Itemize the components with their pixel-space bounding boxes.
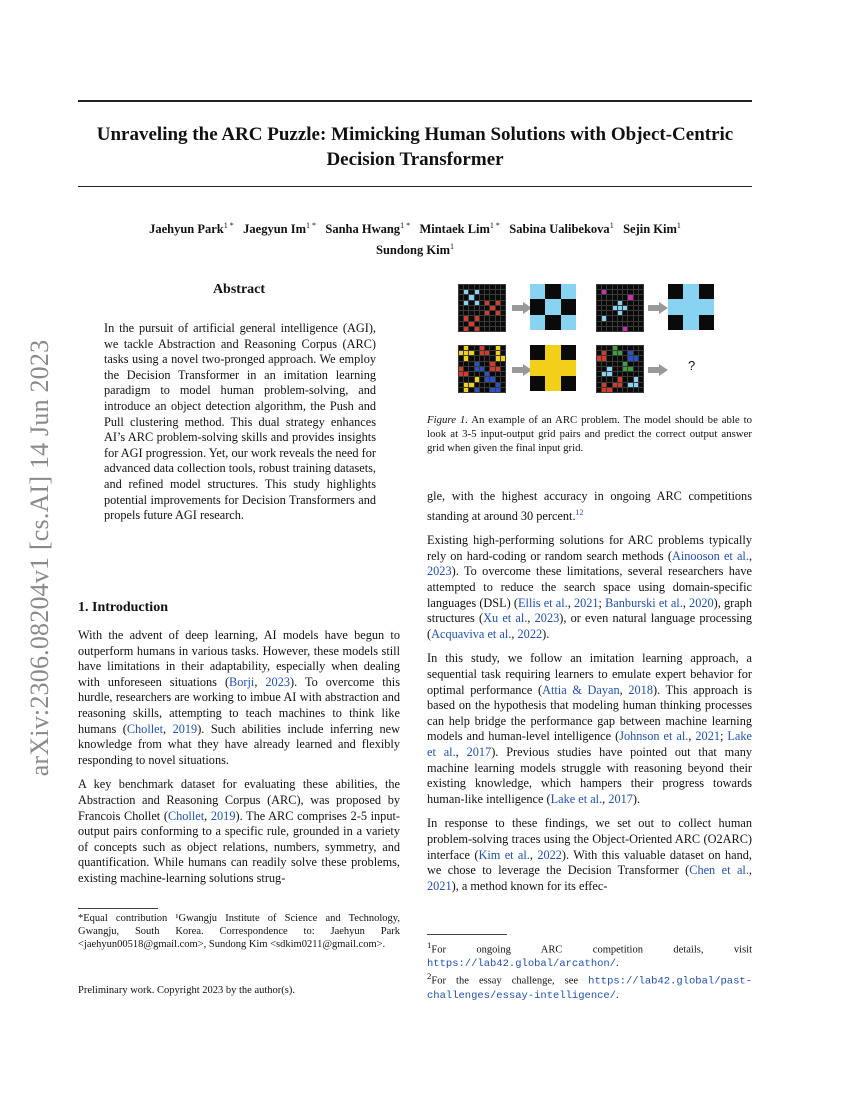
citation-year-link[interactable]: 2022	[537, 847, 562, 862]
paper-title	[78, 122, 752, 172]
citation-link[interactable]: Borji	[229, 674, 255, 689]
title-line-2: Decision Transformer	[326, 149, 504, 170]
footnote-2: $^2$For the essay challenge, see https://lab42.global/past-challenges/essay-intelligence/.	[427, 971, 752, 1002]
preliminary-notice: Preliminary work. Copyright 2023 by the author(s).	[78, 985, 295, 996]
right-column-body	[427, 489, 752, 903]
right-paragraph-3: In response to these findings, we set out to collect human problem-solving traces using the Object-Oriented ARC (O2ARC) interface (Kim et al., 2022). With this valuable dataset on hand, we chose to leverage the Decision Transformer (Chen et al., 2021), a method known for its effec-	[427, 816, 752, 893]
citation-link[interactable]: Chollet	[167, 808, 205, 823]
author: Sejin Kim$^1$	[623, 221, 681, 237]
arrow-icon	[512, 364, 532, 376]
citation-link[interactable]: Ellis et al.	[518, 595, 568, 610]
author: Sabina Ualibekova$^1$	[509, 221, 614, 237]
citation-link[interactable]: Banburski et al.	[605, 595, 683, 610]
arxiv-identifier[interactable]: arXiv:2306.08204v1 [cs.AI] 14 Jun 2023	[25, 339, 54, 777]
caption-label: Figure 1.	[427, 414, 468, 426]
author: Sundong Kim$^1$	[376, 242, 454, 258]
citation-link[interactable]: Lake et al.	[550, 791, 603, 806]
citation-year-link[interactable]: 2018	[628, 682, 653, 697]
author: Jaehyun Park$^{1 *}$	[149, 221, 234, 237]
unknown-output-marker: ?	[688, 358, 696, 373]
arrow-icon	[512, 302, 532, 314]
right-paragraph-0: gle, with the highest accuracy in ongoing ARC competitions standing at around 30 percent.$^{12}$	[427, 489, 752, 523]
citation-link[interactable]: Johnson et al.	[619, 729, 689, 744]
citation-link[interactable]: Attia & Dayan	[542, 682, 620, 697]
citation-link[interactable]: Chen et al.	[689, 863, 749, 878]
abstract-heading: Abstract	[212, 282, 266, 297]
author: Mintaek Lim$^{1 *}$	[419, 221, 500, 237]
right-paragraph-1: Existing high-performing solutions for ARC problems typically rely on hard-coding or random search methods (Ainooson et al., 2023). To overcome these limitations, several researchers have attempted to reduce the search space using domain-specific languages (DSL) (Ellis et al., 2021; Banburski et al., 2020), graph structures (Xu et al., 2023), or even natural language processing (Acquaviva et al., 2022).	[427, 533, 753, 641]
citation-link[interactable]: Chollet	[126, 721, 164, 736]
title-line-1: Unraveling the ARC Puzzle: Mimicking Human Solutions with Object-Centric	[96, 124, 734, 145]
left-column-body	[78, 628, 400, 896]
author-list	[78, 217, 752, 259]
arrow-icon	[648, 302, 668, 314]
author: Sanha Hwang$^{1 *}$	[325, 221, 411, 237]
introduction-heading: 1. Introduction	[78, 600, 168, 615]
arrow-icon	[648, 364, 668, 376]
citation-link[interactable]: Acquaviva et al.	[431, 626, 512, 641]
citation-link[interactable]: Xu et al.	[483, 611, 528, 626]
arc-output-grid-1	[530, 284, 576, 330]
citation-year-link[interactable]: 2019	[172, 721, 198, 736]
citation-link[interactable]: Lake et al.	[427, 729, 752, 759]
arc-input-grid-2	[596, 284, 644, 332]
arc-output-grid-2	[668, 284, 714, 330]
right-paragraph-2: In this study, we follow an imitation learning approach, a sequential task requiring learners to emulate expert behavior for optimal performance (Attia & Dayan, 2018). This approach is based on the hypothesis that modeling human thinking processes can help bridge the performance gap between machine learning models and human-level intelligence (Johnson et al., 2021; Lake et al., 2017). Previous studies have pointed out that many machine learning models struggle with reasoning beyond their existing knowledge, which hampers their progress towards human-like intelligence (Lake et al., 2017).	[427, 651, 752, 806]
intro-paragraph-1: With the advent of deep learning, AI models have begun to outperform humans in various tasks. However, these models still have limitations in their adaptability, especially when dealing with unforeseen situations (Borji, 2023). To overcome this hurdle, researchers are working to imbue AI with abstraction and reasoning skills, attempting to teach machines to think like humans (Chollet, 2019). Such abilities include inferring new knowledge from what they have already learned and flexibly responding to novel situations.	[78, 628, 400, 767]
title-bottom-rule	[78, 186, 752, 187]
citation-year-link[interactable]: 2021	[427, 878, 452, 893]
citation-year-link[interactable]: 2023	[427, 564, 452, 579]
arc-input-grid-1	[458, 284, 506, 332]
citation-year-link[interactable]: 2022	[517, 626, 543, 641]
intro-paragraph-2: A key benchmark dataset for evaluating these abilities, the Abstraction and Reasoning Corpus (ARC), was proposed by Francois Chollet (Chollet, 2019). The ARC comprises 2-5 input-output pairs conforming to a specific rule, grounded in a variety of concepts such as object relations, numbers, symmetry, and quantification. While humans can readily solve these problems, existing machine-learning solutions strug-	[78, 777, 400, 885]
citation-year-link[interactable]: 2017	[608, 791, 633, 806]
figure-caption: Figure 1. An example of an ARC problem. The model should be able to look at 3-5 input-output grid pairs and predict the correct output answer grid when given the final input grid.	[427, 414, 752, 454]
citation-link[interactable]: Ainooson et al.	[671, 548, 749, 563]
citation-link[interactable]: Kim et al.	[478, 847, 530, 862]
footnote-1: $^1$For ongoing ARC competition details, visit https://lab42.global/arcathon/.	[427, 940, 752, 970]
arcathon-url-link[interactable]: https://lab42.global/arcathon/	[427, 957, 617, 970]
citation-year-link[interactable]: 2017	[466, 745, 492, 759]
arc-output-grid-3	[530, 345, 576, 391]
citation-year-link[interactable]: 2019	[210, 808, 236, 823]
citation-year-link[interactable]: 2020	[689, 595, 714, 610]
author: Jaegyun $Im^{1 *}$	[243, 221, 316, 237]
citation-year-link[interactable]: 2023	[265, 674, 290, 689]
citation-year-link[interactable]: 2021	[573, 595, 599, 610]
footnote-rule-left	[78, 908, 158, 909]
arc-test-input-grid	[596, 345, 644, 393]
footnote-marker[interactable]: 12	[575, 507, 584, 517]
affiliation-footnote: *Equal contribution ¹Gwangju Institute of Science and Technology, Gwangju, South Korea. Correspondence to: Jaehyun Park <jaehyun00518@gmail.com>, Sundong Kim <sdkim0211@gmail.com>.	[78, 913, 400, 950]
essay-challenge-url-link[interactable]: https://lab42.global/past-challenges/essay-intelligence/	[427, 975, 752, 1002]
citation-year-link[interactable]: 2021	[695, 729, 720, 744]
footnote-rule-right	[427, 934, 507, 935]
citation-year-link[interactable]: 2023	[534, 611, 560, 626]
top-rule	[78, 100, 752, 102]
abstract-text: In the pursuit of artificial general intelligence (AGI), we tackle Abstraction and Reasoning Corpus (ARC) tasks using a novel two-pronged approach. We employ the Decision Transformer in an imitation learning paradigm to model human problem-solving, and introduce an object detection algorithm, the Push and Pull clustering method. This dual strategy enhances AI’s ARC problem-solving skills and provides insights for AGI progression. Yet, our work reveals the need for advanced data collection tools, robust training datasets, and refined model structures. This study highlights potential improvements for Decision Transformers and propels future AGI research.	[104, 321, 376, 523]
arc-input-grid-3	[458, 345, 506, 393]
